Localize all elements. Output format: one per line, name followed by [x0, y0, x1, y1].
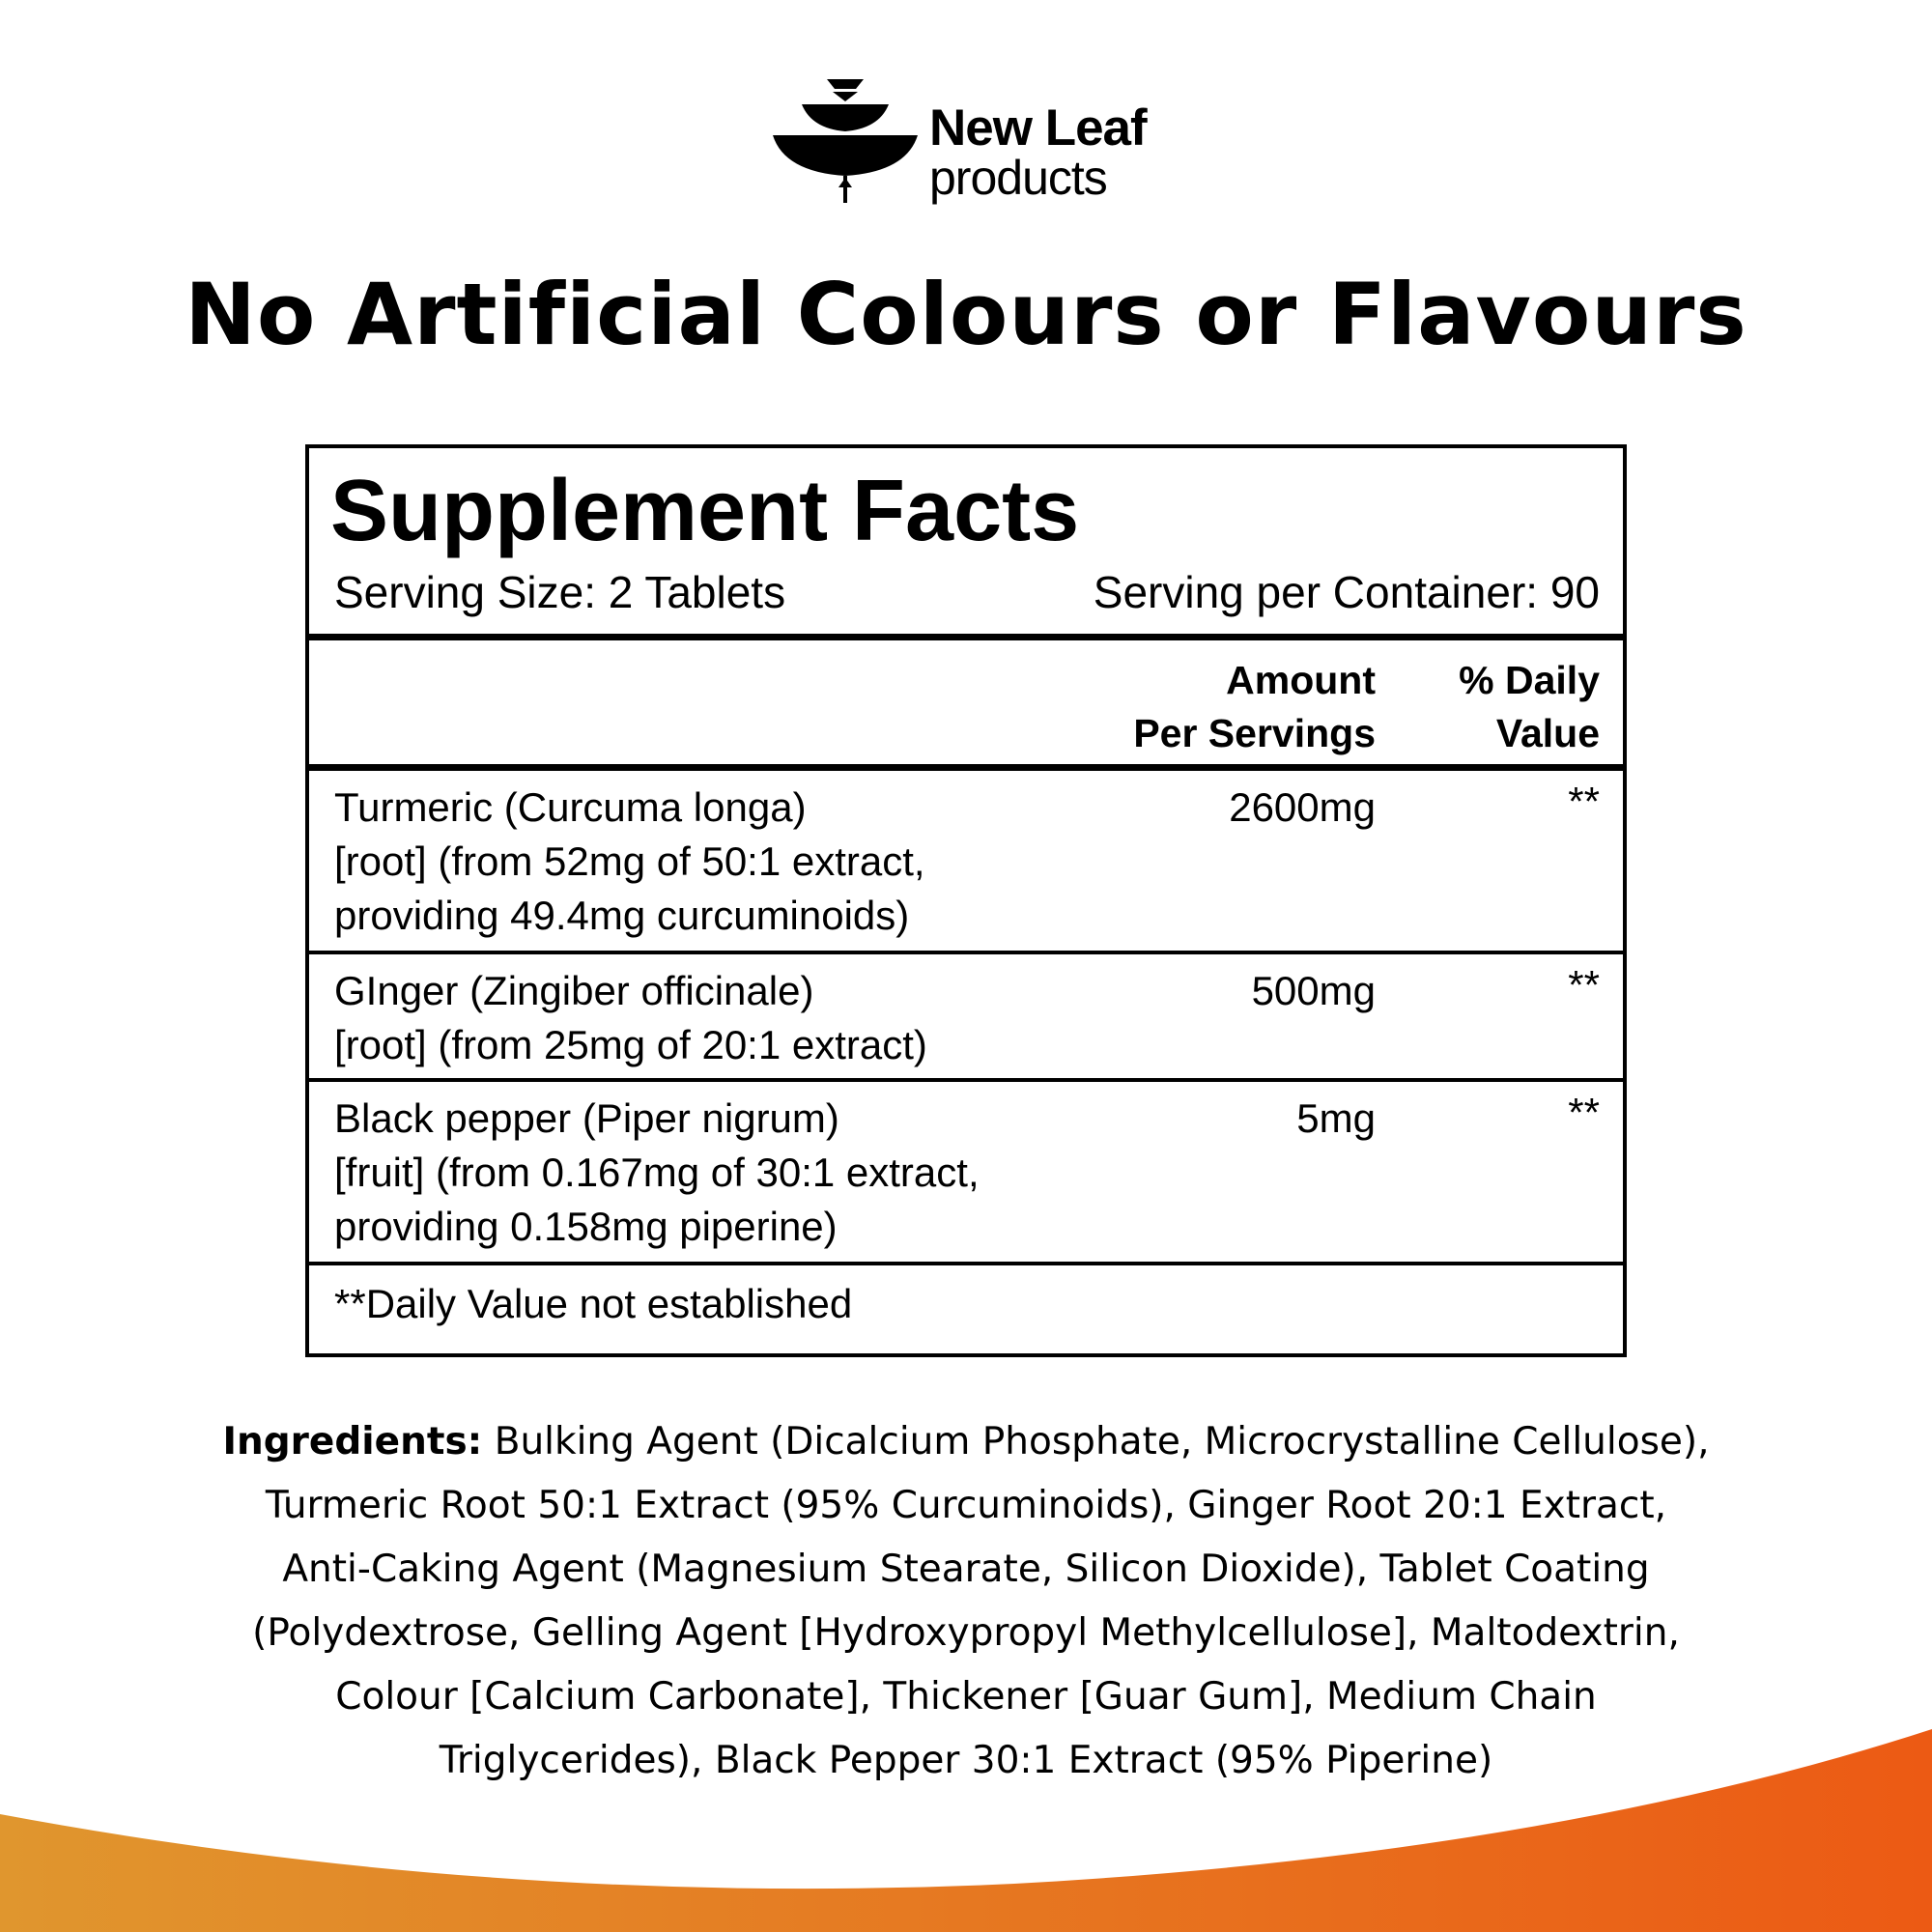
facts-title: Supplement Facts — [330, 463, 1080, 559]
brand-logo — [773, 75, 1159, 211]
ingredient-daily-value: ** — [1568, 962, 1600, 1008]
ingredient-daily-value: ** — [1568, 1090, 1600, 1135]
facts-header — [309, 448, 1623, 640]
orange-wave-decoration — [0, 1700, 1932, 1932]
table-row — [309, 771, 1623, 954]
brand-subname: products — [929, 151, 1107, 205]
daily-value-footnote: **Daily Value not established — [334, 1281, 853, 1326]
ingredients-line: Turmeric Root 50:1 Extract (95% Curcuminoids), Ginger Root 20:1 Extract, — [265, 1484, 1667, 1527]
facts-footnote-row — [309, 1265, 1623, 1343]
table-row — [309, 954, 1623, 1082]
ingredient-daily-value: ** — [1568, 779, 1600, 824]
ingredient-name: Turmeric (Curcuma longa) [root] (from 52mg of 50:1 extract, providing 49.4mg curcuminoids) — [334, 784, 925, 938]
ingredients-line: Anti-Caking Agent (Magnesium Stearate, Silicon Dioxide), Tablet Coating — [282, 1548, 1650, 1591]
ingredients-line: Ingredients: Bulking Agent (Dicalcium Phosphate, Microcrystalline Cellulose), — [222, 1420, 1710, 1463]
serving-size: Serving Size: 2 Tablets — [334, 567, 786, 617]
column-headers — [309, 640, 1623, 771]
ingredients-label: Ingredients: — [222, 1420, 483, 1463]
servings-per-container: Serving per Container: 90 — [1093, 567, 1600, 617]
daily-value-column-header: % Daily Value — [1459, 658, 1600, 755]
ingredient-amount: 500mg — [1251, 968, 1376, 1013]
brand-name: New Leaf — [929, 99, 1147, 156]
headline: No Artificial Colours or Flavours — [185, 265, 1747, 364]
ingredients-line: Colour [Calcium Carbonate], Thickener [Guar Gum], Medium Chain — [335, 1675, 1597, 1719]
ingredient-name: GInger (Zingiber officinale) [root] (from 25mg of 20:1 extract) — [334, 968, 927, 1067]
ingredient-amount: 5mg — [1296, 1095, 1376, 1141]
supplement-facts-panel — [305, 444, 1627, 1357]
ingredient-amount: 2600mg — [1229, 784, 1376, 830]
ingredients-line: Triglycerides), Black Pepper 30:1 Extract (95% Piperine) — [439, 1739, 1493, 1782]
ingredients-line: (Polydextrose, Gelling Agent [Hydroxypropyl Methylcellulose], Maltodextrin, — [252, 1611, 1680, 1655]
ingredient-name: Black pepper (Piper nigrum) [fruit] (from 0.167mg of 30:1 extract, providing 0.158mg piperine) — [334, 1095, 980, 1249]
leaf-tree-icon — [773, 75, 918, 206]
table-row — [309, 1082, 1623, 1265]
amount-column-header: Amount Per Servings — [1133, 658, 1376, 755]
